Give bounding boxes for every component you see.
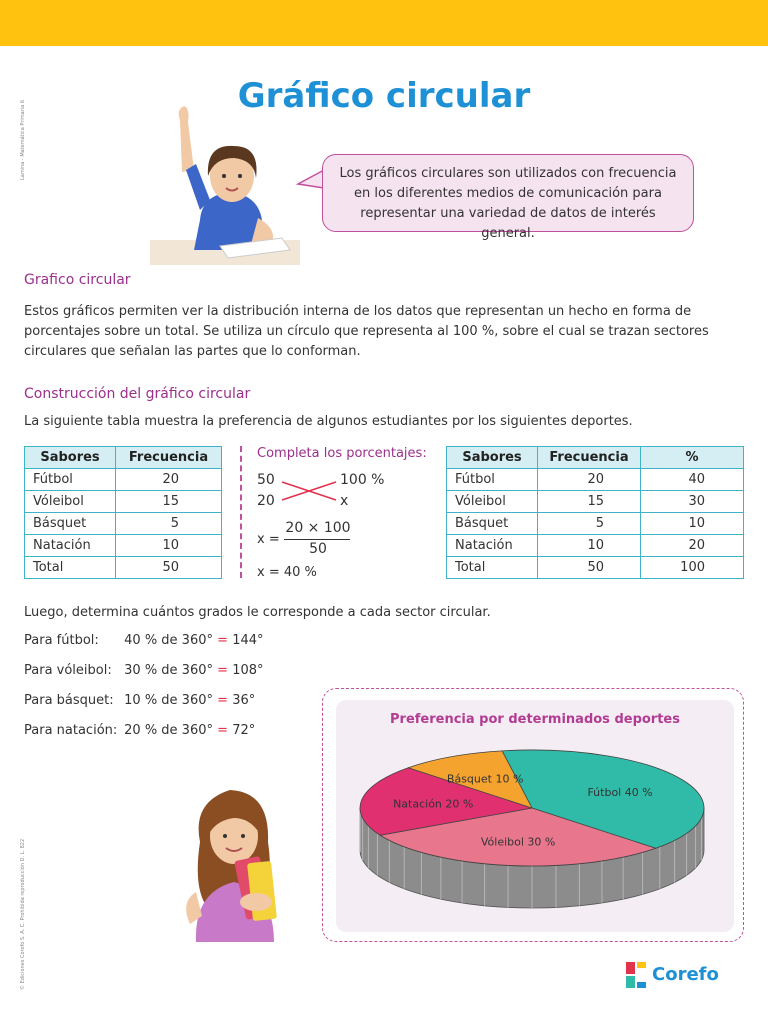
- degree-line-futbol: [24, 633, 264, 648]
- chart-title: Preferencia por determinados deportes: [390, 712, 680, 727]
- calc-value-a: 50: [257, 472, 275, 488]
- table-header: Frecuencia: [116, 447, 222, 469]
- section-text-construccion: La siguiente tabla muestra la preferencia de algunos estudiantes por los siguientes deportes.: [24, 414, 633, 429]
- degree-label: Para natación:: [24, 723, 118, 738]
- table-cell: Básquet: [25, 513, 116, 535]
- table-header: %: [641, 447, 744, 469]
- table-row: [25, 491, 222, 513]
- degree-label: Para fútbol:: [24, 633, 99, 648]
- degrees-intro: Luego, determina cuántos grados le corresponde a cada sector circular.: [24, 605, 491, 620]
- table-cell: 5: [116, 513, 222, 535]
- table-row: [447, 557, 744, 579]
- side-bottom-text: © Ediciones Corefo S. A. C. Prohibida reproducción D. L. 822: [20, 838, 26, 990]
- table-cell: 30: [641, 491, 744, 513]
- calc-denominator: 50: [309, 541, 327, 557]
- degree-result: 36°: [232, 693, 256, 708]
- table-row: [25, 557, 222, 579]
- bubble-line: representar una variedad de datos de interés general.: [360, 206, 656, 241]
- table-cell: Total: [25, 557, 116, 579]
- table-header: Sabores: [447, 447, 538, 469]
- table-cell: 20: [116, 469, 222, 491]
- corefo-logo-icon: [626, 962, 648, 988]
- degree-eq: =: [217, 723, 229, 738]
- table-cell: Natación: [25, 535, 116, 557]
- table-cell: Natación: [447, 535, 538, 557]
- pie-slice-label: Vóleibol 30 %: [480, 835, 556, 849]
- degree-expr: 20 % de 360°: [124, 723, 213, 738]
- degree-expr: 10 % de 360°: [124, 693, 213, 708]
- degree-eq: =: [217, 663, 229, 678]
- girl-illustration: [170, 782, 310, 942]
- table-cell: 50: [116, 557, 222, 579]
- calc-value-b: 100 %: [340, 472, 385, 488]
- table-cell: Básquet: [447, 513, 538, 535]
- table-cell: 15: [116, 491, 222, 513]
- info-bubble: [322, 154, 694, 241]
- table-cell: 20: [641, 535, 744, 557]
- degree-result: 72°: [232, 723, 256, 738]
- table-row: [25, 469, 222, 491]
- calc-numerator: 20 × 100: [285, 520, 351, 536]
- pie-slice-label: Básquet 10 %: [446, 772, 524, 786]
- calc-value-d: x: [340, 493, 349, 509]
- table-cell: Fútbol: [447, 469, 538, 491]
- degree-result: 144°: [232, 633, 264, 648]
- table-cell: 5: [538, 513, 641, 535]
- table-header: Sabores: [25, 447, 116, 469]
- degree-result: 108°: [232, 663, 264, 678]
- degree-expr: 40 % de 360°: [124, 633, 213, 648]
- table-row: [25, 535, 222, 557]
- calc-value-c: 20: [257, 493, 275, 509]
- dashed-divider: [240, 446, 242, 578]
- table-row: [447, 513, 744, 535]
- table-cell: 10: [641, 513, 744, 535]
- calc-result: x = 40 %: [257, 565, 317, 580]
- table-cell: 40: [641, 469, 744, 491]
- bubble-line: en los diferentes medios de comunicación para: [354, 186, 662, 201]
- boy-illustration: [150, 100, 300, 265]
- pie-chart: [336, 730, 734, 930]
- side-top-text: Lamina - Matemática Primaria 6: [20, 99, 26, 180]
- table-row: [447, 469, 744, 491]
- percentage-table: [446, 446, 744, 579]
- table-cell: 15: [538, 491, 641, 513]
- table-header: Frecuencia: [538, 447, 641, 469]
- table-row: [447, 535, 744, 557]
- table-row: [447, 491, 744, 513]
- table-row: [25, 513, 222, 535]
- table-cell: Vóleibol: [25, 491, 116, 513]
- degree-line-natacion: [24, 723, 255, 738]
- table-cell: 20: [538, 469, 641, 491]
- bubble-tail-cover: [318, 166, 332, 188]
- calc-x-eq: x =: [257, 532, 280, 547]
- degree-eq: =: [217, 693, 229, 708]
- degree-expr: 30 % de 360°: [124, 663, 213, 678]
- degree-line-voleibol: [24, 663, 264, 678]
- degree-label: Para vóleibol:: [24, 663, 112, 678]
- table-cell: Vóleibol: [447, 491, 538, 513]
- section-title-construccion: Construcción del gráfico circular: [24, 386, 251, 402]
- fraction-bar: [284, 539, 350, 540]
- pie-slice-label: Fútbol 40 %: [587, 786, 653, 800]
- section-title-grafico: Grafico circular: [24, 272, 131, 288]
- section-text-grafico: Estos gráficos permiten ver la distribución interna de los datos que representan un hecho en forma de porcentajes sobre un total. Se utiliza un círculo que representa al 100 %, sobre el cual se trazan sectores circulares que señalan las partes que lo conforman.: [24, 304, 709, 359]
- bubble-line: Los gráficos circulares son utilizados con frecuencia: [339, 166, 677, 181]
- page-title: Gráfico circular: [237, 76, 531, 116]
- table-cell: 10: [538, 535, 641, 557]
- table-cell: 10: [116, 535, 222, 557]
- table-cell: Total: [447, 557, 538, 579]
- table-cell: 50: [538, 557, 641, 579]
- corefo-logo-text: Corefo: [652, 964, 719, 985]
- table-cell: 100: [641, 557, 744, 579]
- pie-slice-label: Natación 20 %: [393, 797, 474, 811]
- degree-label: Para básquet:: [24, 693, 114, 708]
- calc-title: Completa los porcentajes:: [257, 446, 427, 461]
- top-color-bar: [0, 0, 768, 46]
- cross-multiply-lines: [280, 478, 338, 504]
- table-cell: Fútbol: [25, 469, 116, 491]
- degree-eq: =: [217, 633, 229, 648]
- frequency-table: [24, 446, 222, 579]
- degree-line-basquet: [24, 693, 255, 708]
